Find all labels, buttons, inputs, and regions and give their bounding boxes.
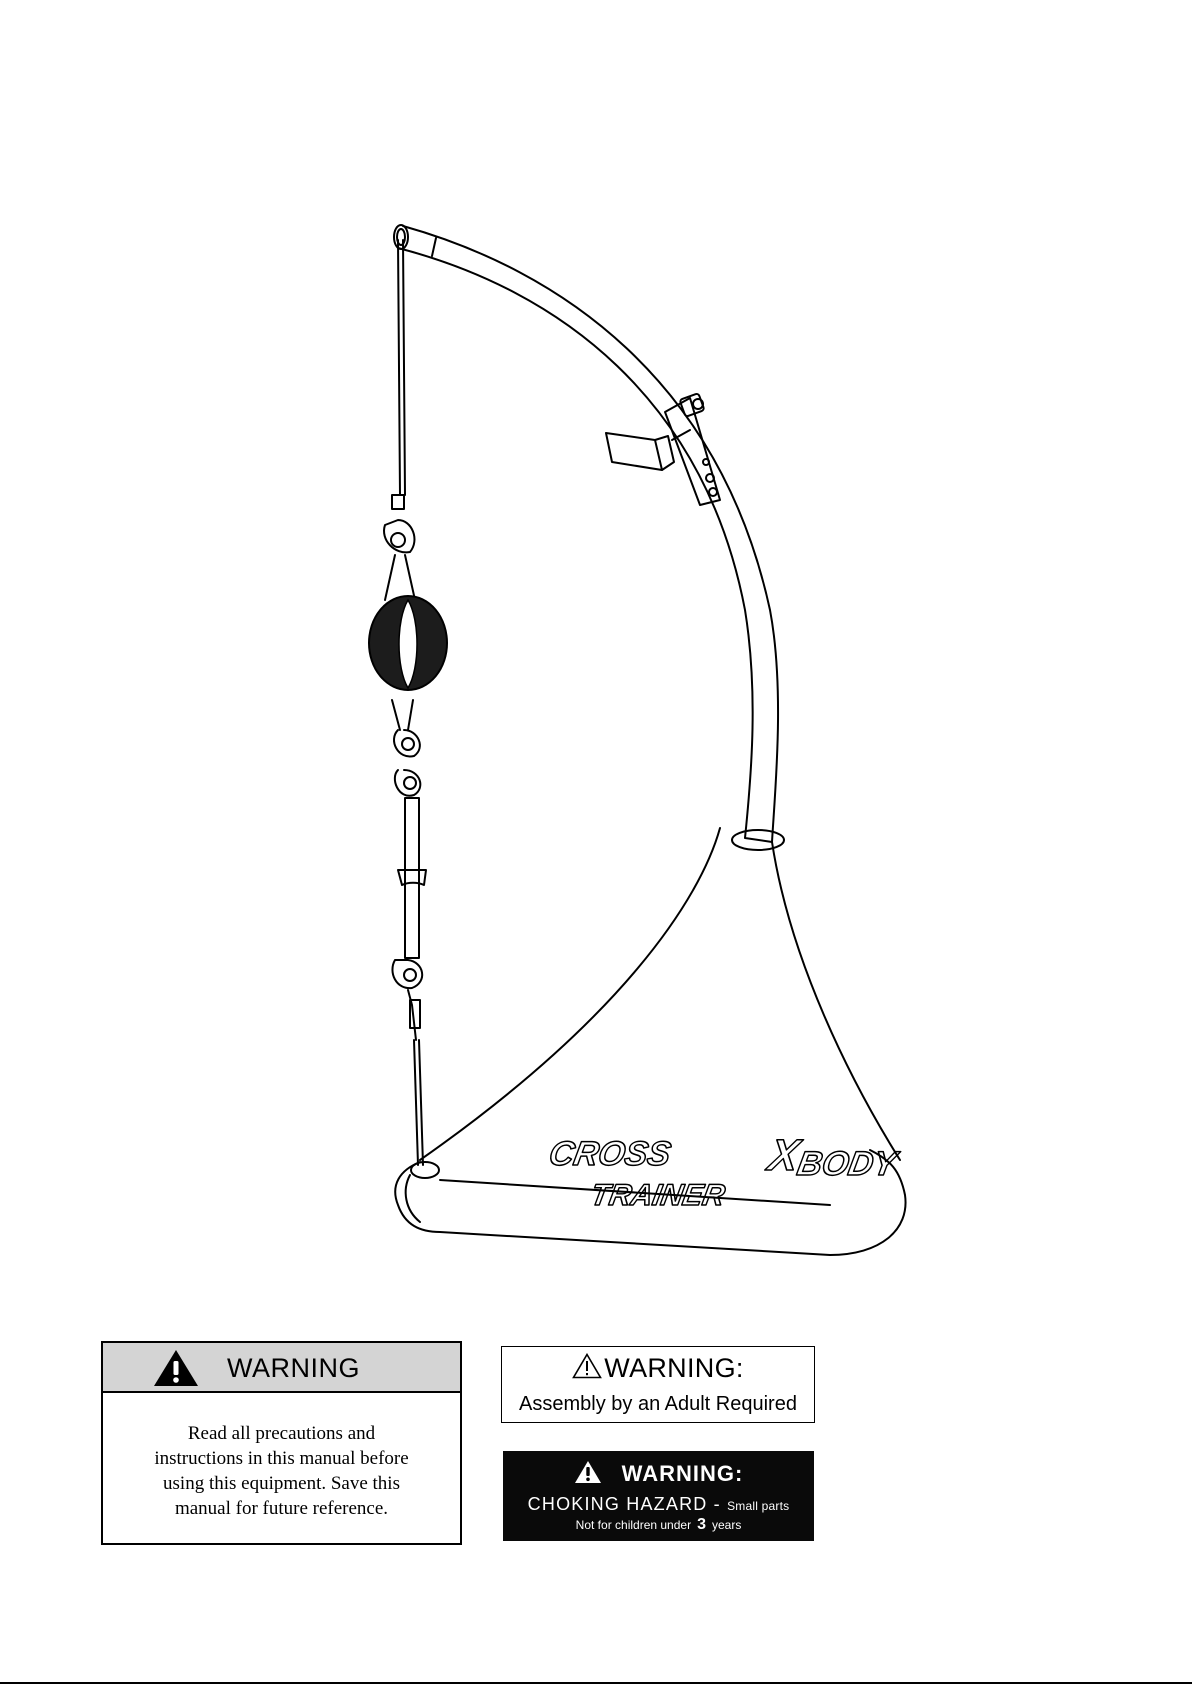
warning-title: WARNING <box>227 1353 360 1383</box>
crossxbody-logo <box>546 1131 902 1212</box>
warning-message <box>103 1393 460 1521</box>
warning-line: manual for future reference. <box>174 1498 389 1519</box>
warning-triangle-icon <box>574 1460 602 1484</box>
top-cord <box>398 240 400 495</box>
warning-line: using this equipment. Save this <box>163 1473 400 1494</box>
precautions-warning-box <box>101 1341 462 1545</box>
svg-text:BODY: BODY <box>794 1145 900 1183</box>
svg-text:X: X <box>764 1131 803 1180</box>
warning-line: instructions in this manual before <box>154 1448 409 1469</box>
elastic-rod <box>405 798 419 958</box>
arc-arm <box>398 226 778 842</box>
warning-line: Read all precautions and <box>187 1423 376 1444</box>
age-prefix: Not for children under <box>575 1518 692 1532</box>
age-suffix: years <box>711 1518 742 1532</box>
svg-text:TRAINER: TRAINER <box>588 1179 728 1212</box>
choking-hazard-detail: Small parts <box>727 1499 790 1513</box>
adult-warning-message: Assembly by an Adult Required <box>519 1393 797 1415</box>
lower-ring-1 <box>394 730 420 757</box>
warning-outline-triangle-icon <box>572 1353 602 1379</box>
adult-assembly-warning-box <box>501 1346 815 1423</box>
speed-ball <box>369 596 447 690</box>
svg-text:CROSS: CROSS <box>546 1135 674 1173</box>
adult-warning-title: WARNING: <box>604 1353 744 1383</box>
choking-warning-title: WARNING: <box>621 1461 744 1486</box>
page-bottom-rule <box>0 1682 1192 1684</box>
warning-header <box>103 1343 460 1393</box>
choking-hazard-warning-box <box>503 1451 814 1541</box>
age-value: 3 <box>697 1516 706 1533</box>
warning-triangle-icon <box>153 1349 199 1387</box>
device-holder <box>606 433 662 470</box>
choking-hazard-label: CHOKING HAZARD - <box>527 1494 728 1514</box>
base-cone <box>420 828 720 1160</box>
